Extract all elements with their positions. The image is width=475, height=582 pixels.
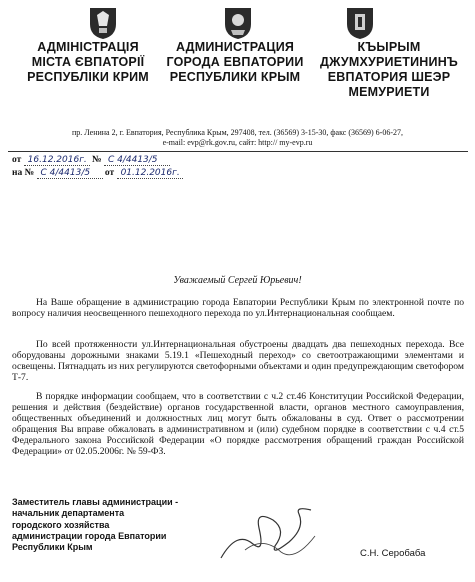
address-block: [0, 128, 475, 148]
republic-coat-of-arms-icon: [223, 6, 253, 40]
header-line: АДМІНІСТРАЦІЯ: [37, 40, 139, 54]
signatory-name: С.Н. Серобаба: [360, 548, 426, 559]
position-line: Республики Крым: [12, 542, 93, 553]
header-line: АДМИНИСТРАЦИЯ: [175, 40, 295, 54]
position-line: городского хозяйства: [12, 519, 110, 530]
signatory-position: [12, 497, 178, 553]
header-crimean-tatar: [308, 40, 470, 100]
header-line: ЕВПАТОРИЯ ШЕЭР: [327, 70, 451, 84]
header-line: РЕСПУБЛИКИ КРЫМ: [169, 70, 301, 84]
salutation: Уважаемый Сергей Юрьевич!: [173, 275, 302, 286]
number-label: №: [92, 155, 102, 165]
header-line: МЕМУРИЕТИ: [348, 85, 430, 99]
header-russian: [160, 40, 310, 85]
position-line: администрации города Евпатории: [12, 530, 167, 541]
header-line: ДЖУМХУРИЕТИНИНЪ: [319, 55, 458, 69]
reference-number: С 4/4413/5: [37, 168, 103, 179]
header-line: МІСТА ЄВПАТОРІЇ: [31, 55, 145, 69]
incoming-reference-line: [12, 168, 183, 179]
paragraph-1: На Ваше обращение в администрацию города Евпатории Республики Крым по электронной почте по вопросу наличия неосвещенного пешеходного перехода по ул.Интернациональная сообщаем.: [12, 297, 464, 319]
header-line: ГОРОДА ЕВПАТОРИИ: [166, 55, 304, 69]
paragraph-3: В порядке информации сообщаем, что в соответствии с ч.2 ст.46 Конституции Российской Федерации, решения и действия (бездействие) органов государственной власти, органов местного самоуправления, общественных объединений и должностных лиц могут быть обжалованы в суд. Ответ о рассмотрении обращения Вы вправе обжаловать в административном и (или) судебном порядке в соответствии с ч.4 ст.5 Федерального закона Российской Федерации «О порядке рассмотрения обращений граждан Российской Федерации» от 02.05.2006г. № 59-ФЗ.: [12, 391, 464, 457]
handwritten-signature: [215, 500, 325, 568]
outgoing-date: 16.12.2016г.: [24, 155, 90, 166]
header-line: КЪЫРЫМ: [357, 40, 421, 54]
position-line: начальник департамента: [12, 508, 125, 519]
position-line: Заместитель главы администрации -: [12, 497, 179, 507]
outgoing-number: С 4/4413/5: [104, 155, 170, 166]
header-divider: [8, 151, 468, 152]
paragraph-2: По всей протяженности ул.Интернациональная обустроены двадцать два пешеходных перехода. Все оборудованы дорожными знаками 5.19.1 «Пешеходный переход» со светоотражающими элементами и освещены. Пятнадцать из них регулируются светофорными объектами и один предупреждающим светофором Т-7.: [12, 339, 464, 383]
city-coat-of-arms-icon: [88, 6, 118, 40]
from-label: от: [12, 155, 22, 165]
reference-date: 01.12.2016г.: [117, 168, 183, 179]
header-ukrainian: [8, 40, 168, 85]
outgoing-number-line: [12, 155, 170, 166]
address-line: пр. Ленина 2, г. Евпатория, Республика Крым, 297408, тел. (36569) 3-15-30, факс (36569) 6-06-27,: [72, 128, 403, 137]
header-line: РЕСПУБЛІКИ КРИМ: [27, 70, 149, 84]
contact-line: e-mail: evp@rk.gov.ru, сайт: http:// my-evp.ru: [162, 138, 313, 147]
ref-number-label: на №: [12, 168, 35, 178]
ref-from-label: от: [104, 168, 115, 178]
region-coat-of-arms-icon: [345, 6, 375, 40]
